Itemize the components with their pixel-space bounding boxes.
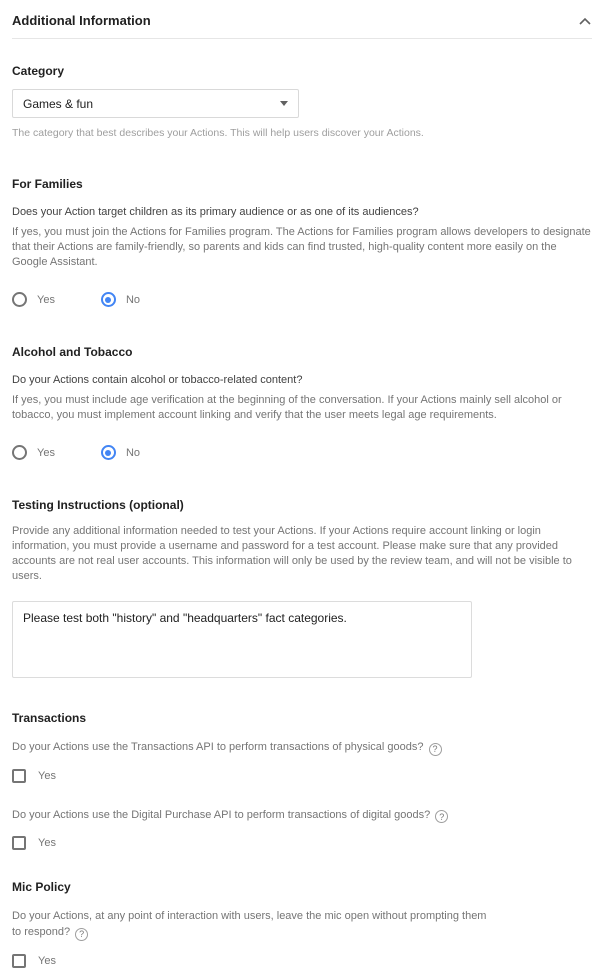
mic-policy-question <box>12 908 490 941</box>
testing-instructions-input[interactable] <box>12 601 472 678</box>
transactions-physical-checkbox[interactable] <box>12 769 26 783</box>
help-icon[interactable]: ? <box>75 928 88 941</box>
radio-icon[interactable] <box>12 445 27 460</box>
radio-icon[interactable] <box>12 292 27 307</box>
alcohol-tobacco-radio-group <box>12 445 592 460</box>
radio-label: Yes <box>37 446 55 459</box>
alcohol-tobacco-title: Alcohol and Tobacco <box>12 345 133 359</box>
for-families-radio-yes[interactable] <box>12 292 55 307</box>
section-header <box>12 13 592 39</box>
testing-instructions-description: Provide any additional information needed to test your Actions. If your Actions require account linking or login information, you must provide a username and password for a test account. Please make sure that any provided accounts are not real user accounts. This information will only be used by the review team, and will not be visible to users. <box>12 525 572 582</box>
alcohol-tobacco-radio-no[interactable] <box>101 445 140 460</box>
collapse-icon[interactable] <box>578 14 592 28</box>
mic-policy-row <box>12 954 592 968</box>
category-label: Category <box>12 64 65 78</box>
for-families-radio-group <box>12 292 592 307</box>
checkbox-label: Yes <box>38 837 56 849</box>
transactions-physical-row <box>12 769 592 783</box>
category-helper-text: The category that best describes your Actions. This will help users discover your Actions. <box>12 127 424 139</box>
radio-label: No <box>125 293 141 306</box>
for-families-radio-no[interactable] <box>101 292 140 307</box>
category-select[interactable] <box>12 89 299 118</box>
mic-policy-section <box>12 880 592 968</box>
transactions-section <box>12 711 592 850</box>
radio-icon[interactable] <box>101 292 116 307</box>
alcohol-tobacco-description: If yes, you must include age verification at the beginning of the conversation. If your Actions mainly sell alcohol or tobacco, you must implement account linking and verify that the user meets legal age requirements. <box>12 394 562 421</box>
checkbox-label: Yes <box>38 769 56 782</box>
alcohol-tobacco-question: Do your Actions contain alcohol or tobacco-related content? <box>12 374 303 386</box>
testing-instructions-section <box>12 498 592 683</box>
transactions-title: Transactions <box>12 711 87 725</box>
alcohol-tobacco-section <box>12 345 592 460</box>
transactions-question-digital <box>12 807 592 824</box>
testing-instructions-title: Testing Instructions (optional) <box>12 498 184 512</box>
category-selected-value: Games & fun <box>23 96 94 111</box>
for-families-question: Does your Action target children as its primary audience or as one of its audiences? <box>12 206 419 218</box>
checkbox-label: Yes <box>38 954 56 967</box>
page-title: Additional Information <box>12 13 151 28</box>
help-icon[interactable]: ? <box>435 810 448 823</box>
mic-policy-checkbox[interactable] <box>12 954 26 968</box>
for-families-description: If yes, you must join the Actions for Families program. The Actions for Families program allows developers to designate that their Actions are family-friendly, so parents and kids can find trusted, high-quality content more easily on the Google Assistant. <box>12 226 591 268</box>
question-text: Do your Actions use the Digital Purchase API to perform transactions of digital goods? <box>12 808 431 821</box>
radio-icon[interactable] <box>101 445 116 460</box>
help-icon[interactable]: ? <box>429 743 442 756</box>
category-section <box>12 64 592 139</box>
for-families-section <box>12 177 592 307</box>
dropdown-caret-icon <box>280 101 288 106</box>
question-text: Do your Actions use the Transactions API to perform transactions of physical goods? <box>12 741 424 753</box>
transactions-digital-row <box>12 836 592 850</box>
for-families-title: For Families <box>12 177 83 191</box>
alcohol-tobacco-radio-yes[interactable] <box>12 445 55 460</box>
radio-label: No <box>125 446 141 459</box>
transactions-digital-checkbox[interactable] <box>12 836 26 850</box>
question-text: Do your Actions, at any point of interaction with users, leave the mic open without prompting them to respond? <box>12 910 487 938</box>
radio-label: Yes <box>37 293 55 306</box>
mic-policy-title: Mic Policy <box>12 880 71 894</box>
transactions-question-physical <box>12 739 592 756</box>
